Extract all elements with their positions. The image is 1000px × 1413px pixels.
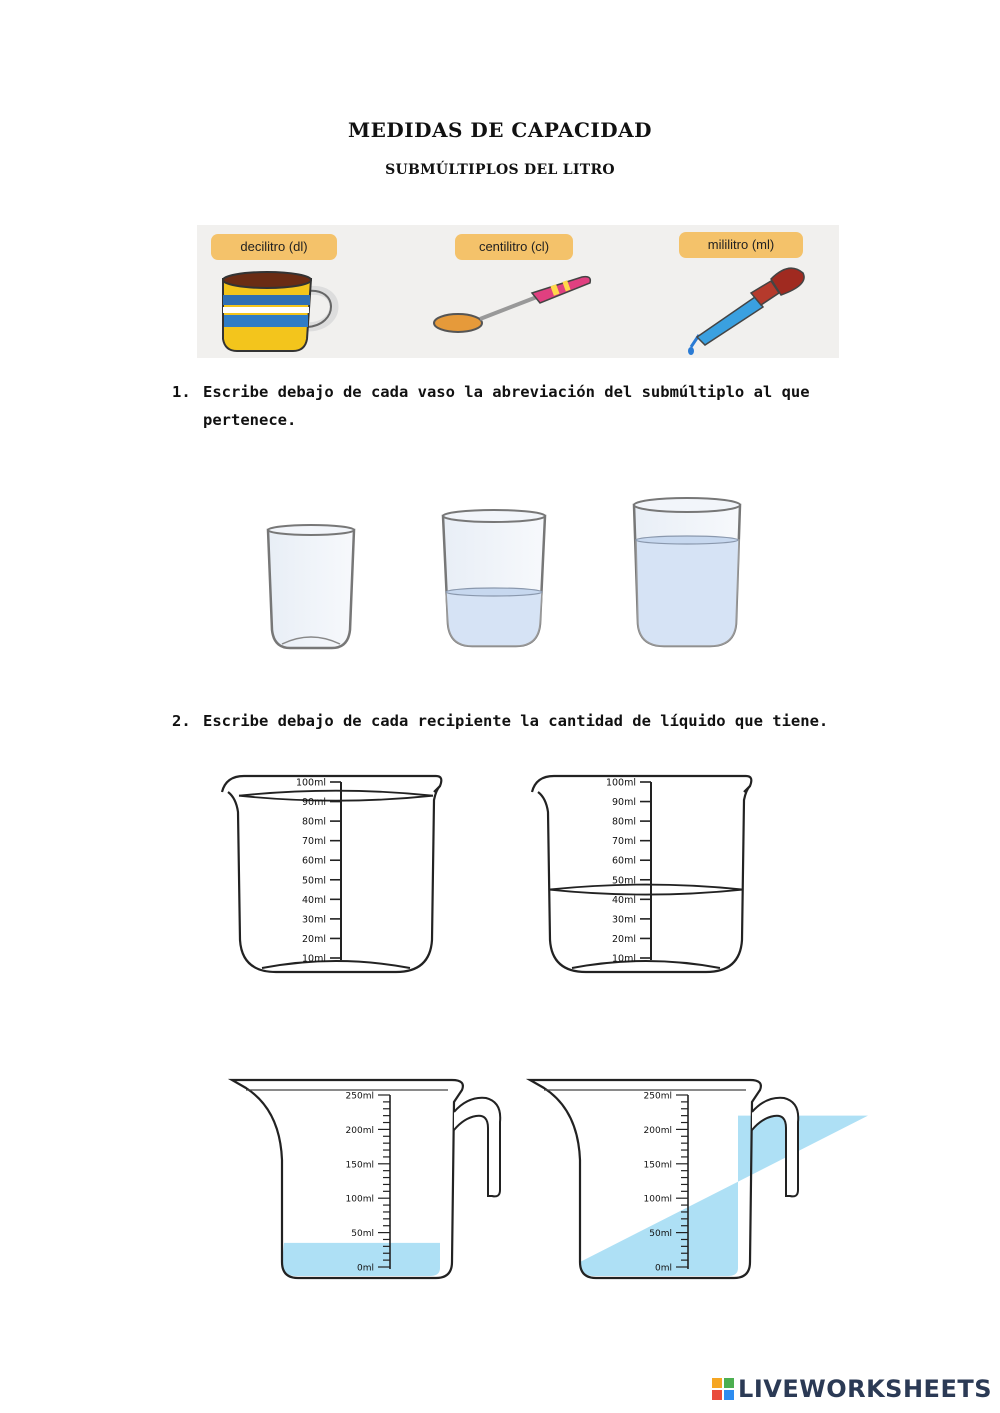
unit-label-centilitro: centilitro (cl) xyxy=(455,234,573,260)
jug-2-tick-label: 100ml xyxy=(643,1194,672,1205)
beaker-1-tick-label: 60ml xyxy=(302,855,326,867)
beaker-2-tick-label: 60ml xyxy=(612,855,636,867)
beaker-2-tick-label: 100ml xyxy=(605,777,636,789)
jug-1-tick-label: 0ml xyxy=(357,1263,374,1274)
unit-label-decilitro: decilitro (dl) xyxy=(211,234,337,260)
jug-2-water xyxy=(580,1116,868,1276)
jug-1 xyxy=(232,1080,500,1278)
jug-2-tick-label: 200ml xyxy=(643,1125,672,1136)
watermark-text: LIVEWORKSHEETS xyxy=(738,1375,992,1403)
beaker-2-tick-label: 70ml xyxy=(612,836,636,848)
beaker-2-tick-label: 30ml xyxy=(612,914,636,926)
jug-1-tick-label: 250ml xyxy=(345,1091,374,1102)
beaker-2-tick-label: 80ml xyxy=(612,816,636,828)
question-1-number: 1. xyxy=(172,383,191,401)
beaker-1-tick-label: 20ml xyxy=(302,933,326,945)
jug-2-tick-label: 150ml xyxy=(643,1160,672,1171)
question-2-text: Escribe debajo de cada recipiente la cantidad de líquido que tiene. xyxy=(203,712,829,730)
beaker-2-tick-label: 10ml xyxy=(612,953,636,965)
jug-1-tick-label: 150ml xyxy=(345,1160,374,1171)
beaker-1-tick-label: 90ml xyxy=(302,797,326,809)
jug-1-tick-label: 50ml xyxy=(351,1229,374,1240)
question-2-number: 2. xyxy=(172,712,191,730)
beaker-1-tick-label: 70ml xyxy=(302,836,326,848)
jug-2-tick-label: 250ml xyxy=(643,1091,672,1102)
beaker-1-tick-label: 50ml xyxy=(302,875,326,887)
beaker-2-tick-label: 90ml xyxy=(612,797,636,809)
jug-1-tick-label: 200ml xyxy=(345,1125,374,1136)
jug-2-tick-label: 0ml xyxy=(655,1263,672,1274)
beaker-2-tick-label: 40ml xyxy=(612,894,636,906)
question-1-line2: pertenece. xyxy=(203,411,297,429)
beaker-1-tick-label: 30ml xyxy=(302,914,326,926)
page-title: MEDIDAS DE CAPACIDAD xyxy=(348,118,652,142)
jug-2 xyxy=(530,1080,868,1278)
beaker-1-tick-label: 80ml xyxy=(302,816,326,828)
beaker-2-tick-label: 20ml xyxy=(612,933,636,945)
jug-1-tick-label: 100ml xyxy=(345,1194,374,1205)
beaker-2-tick-label: 50ml xyxy=(612,875,636,887)
beaker-1-tick-label: 10ml xyxy=(302,953,326,965)
page-subtitle: SUBMÚLTIPLOS DEL LITRO xyxy=(385,162,615,178)
beaker-1-tick-label: 40ml xyxy=(302,894,326,906)
jug-2-tick-label: 50ml xyxy=(649,1229,672,1240)
watermark xyxy=(712,1375,992,1403)
beaker-1-tick-label: 100ml xyxy=(295,777,326,789)
liveworksheets-logo-icon xyxy=(712,1378,734,1400)
jug-1-handle xyxy=(454,1098,500,1197)
question-1-line1: Escribe debajo de cada vaso la abreviación del submúltiplo al que xyxy=(203,383,810,401)
unit-label-mililitro: mililitro (ml) xyxy=(679,232,803,258)
